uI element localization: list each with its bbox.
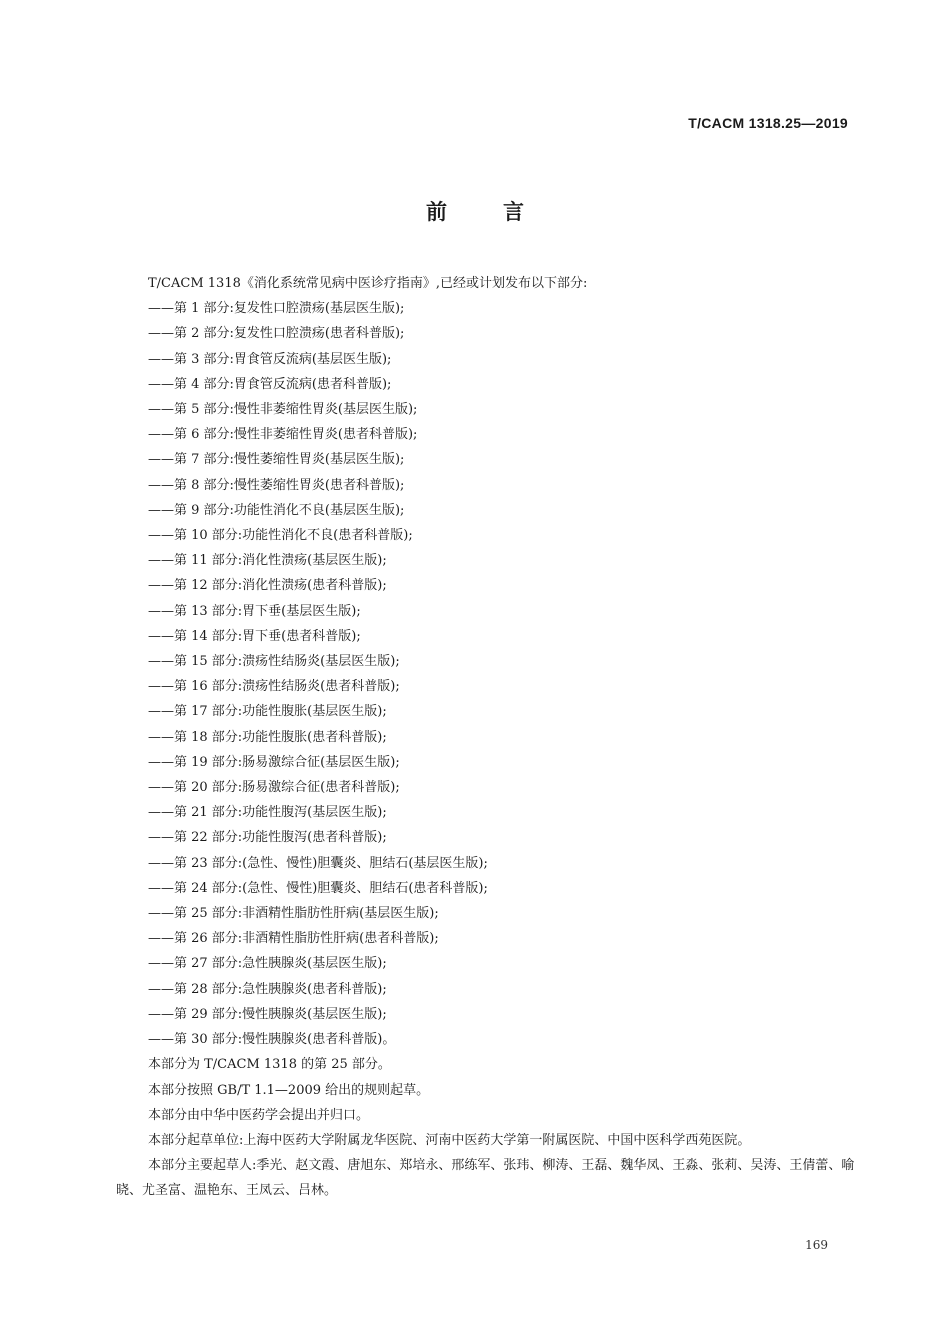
list-item: ——第 5 部分:慢性非萎缩性胃炎(基层医生版); — [148, 402, 418, 418]
list-item: ——第 30 部分:慢性胰腺炎(患者科普版)。 — [148, 1032, 396, 1048]
proposed-by-statement: 本部分由中华中医药学会提出并归口。 — [148, 1107, 370, 1123]
intro-paragraph: T/CACM 1318《消化系统常见病中医诊疗指南》,已经或计划发布以下部分: — [148, 276, 588, 291]
list-item: ——第 14 部分:胃下垂(患者科普版); — [148, 628, 361, 644]
list-item: ——第 3 部分:胃食管反流病(基层医生版); — [148, 351, 392, 367]
list-item: ——第 1 部分:复发性口腔溃疡(基层医生版); — [148, 301, 405, 317]
list-item: ——第 23 部分:(急性、慢性)胆囊炎、胆结石(基层医生版); — [148, 855, 488, 871]
list-item: ——第 21 部分:功能性腹泻(基层医生版); — [148, 805, 387, 821]
list-item: ——第 19 部分:肠易激综合征(基层医生版); — [148, 754, 400, 770]
list-item: ——第 6 部分:慢性非萎缩性胃炎(患者科普版); — [148, 427, 418, 443]
page-number: 169 — [805, 1238, 828, 1252]
list-item: ——第 17 部分:功能性腹胀(基层医生版); — [148, 704, 387, 720]
document-body — [116, 271, 856, 1204]
list-item: ——第 27 部分:急性胰腺炎(基层医生版); — [148, 956, 387, 972]
list-item: ——第 20 部分:肠易激综合征(患者科普版); — [148, 780, 400, 796]
list-item: ——第 7 部分:慢性萎缩性胃炎(基层医生版); — [148, 452, 405, 468]
list-item: ——第 18 部分:功能性腹胀(患者科普版); — [148, 729, 387, 745]
list-item: ——第 16 部分:溃疡性结肠炎(患者科普版); — [148, 679, 400, 695]
list-item: ——第 15 部分:溃疡性结肠炎(基层医生版); — [148, 654, 400, 670]
list-item: ——第 9 部分:功能性消化不良(基层医生版); — [148, 502, 405, 518]
list-item: ——第 10 部分:功能性消化不良(患者科普版); — [148, 528, 413, 544]
list-item: ——第 11 部分:消化性溃疡(基层医生版); — [148, 553, 387, 569]
list-item: ——第 25 部分:非酒精性脂肪性肝病(基层医生版); — [148, 906, 439, 922]
list-item: ——第 13 部分:胃下垂(基层医生版); — [148, 603, 361, 619]
list-item: ——第 24 部分:(急性、慢性)胆囊炎、胆结石(患者科普版); — [148, 880, 488, 896]
drafting-units-statement: 本部分起草单位:上海中医药大学附属龙华医院、河南中医药大学第一附属医院、中国中医科学西苑医院。 — [148, 1132, 751, 1148]
list-item: ——第 28 部分:急性胰腺炎(患者科普版); — [148, 981, 387, 997]
list-item: ——第 8 部分:慢性萎缩性胃炎(患者科普版); — [148, 477, 405, 493]
document-code: T/CACM 1318.25—2019 — [688, 115, 848, 131]
list-item: ——第 12 部分:消化性溃疡(患者科普版); — [148, 578, 387, 594]
list-item: ——第 2 部分:复发性口腔溃疡(患者科普版); — [148, 326, 405, 342]
list-item: ——第 22 部分:功能性腹泻(患者科普版); — [148, 830, 387, 846]
list-item: ——第 29 部分:慢性胰腺炎(基层医生版); — [148, 1006, 387, 1022]
list-item: ——第 26 部分:非酒精性脂肪性肝病(患者科普版); — [148, 931, 439, 947]
parts-list — [116, 296, 856, 1052]
page-title: 前言 — [426, 200, 580, 224]
drafting-rules-statement: 本部分按照 GB/T 1.1—2009 给出的规则起草。 — [148, 1082, 430, 1098]
drafters-statement: 本部分主要起草人:季光、赵文霞、唐旭东、郑培永、邢练军、张玮、柳涛、王磊、魏华凤、王淼、张莉、吴涛、王倩蕾、喻晓、尤圣富、温艳东、王凤云、吕林。 — [116, 1158, 855, 1199]
list-item: ——第 4 部分:胃食管反流病(患者科普版); — [148, 376, 392, 392]
part-number-statement: 本部分为 T/CACM 1318 的第 25 部分。 — [148, 1057, 391, 1073]
